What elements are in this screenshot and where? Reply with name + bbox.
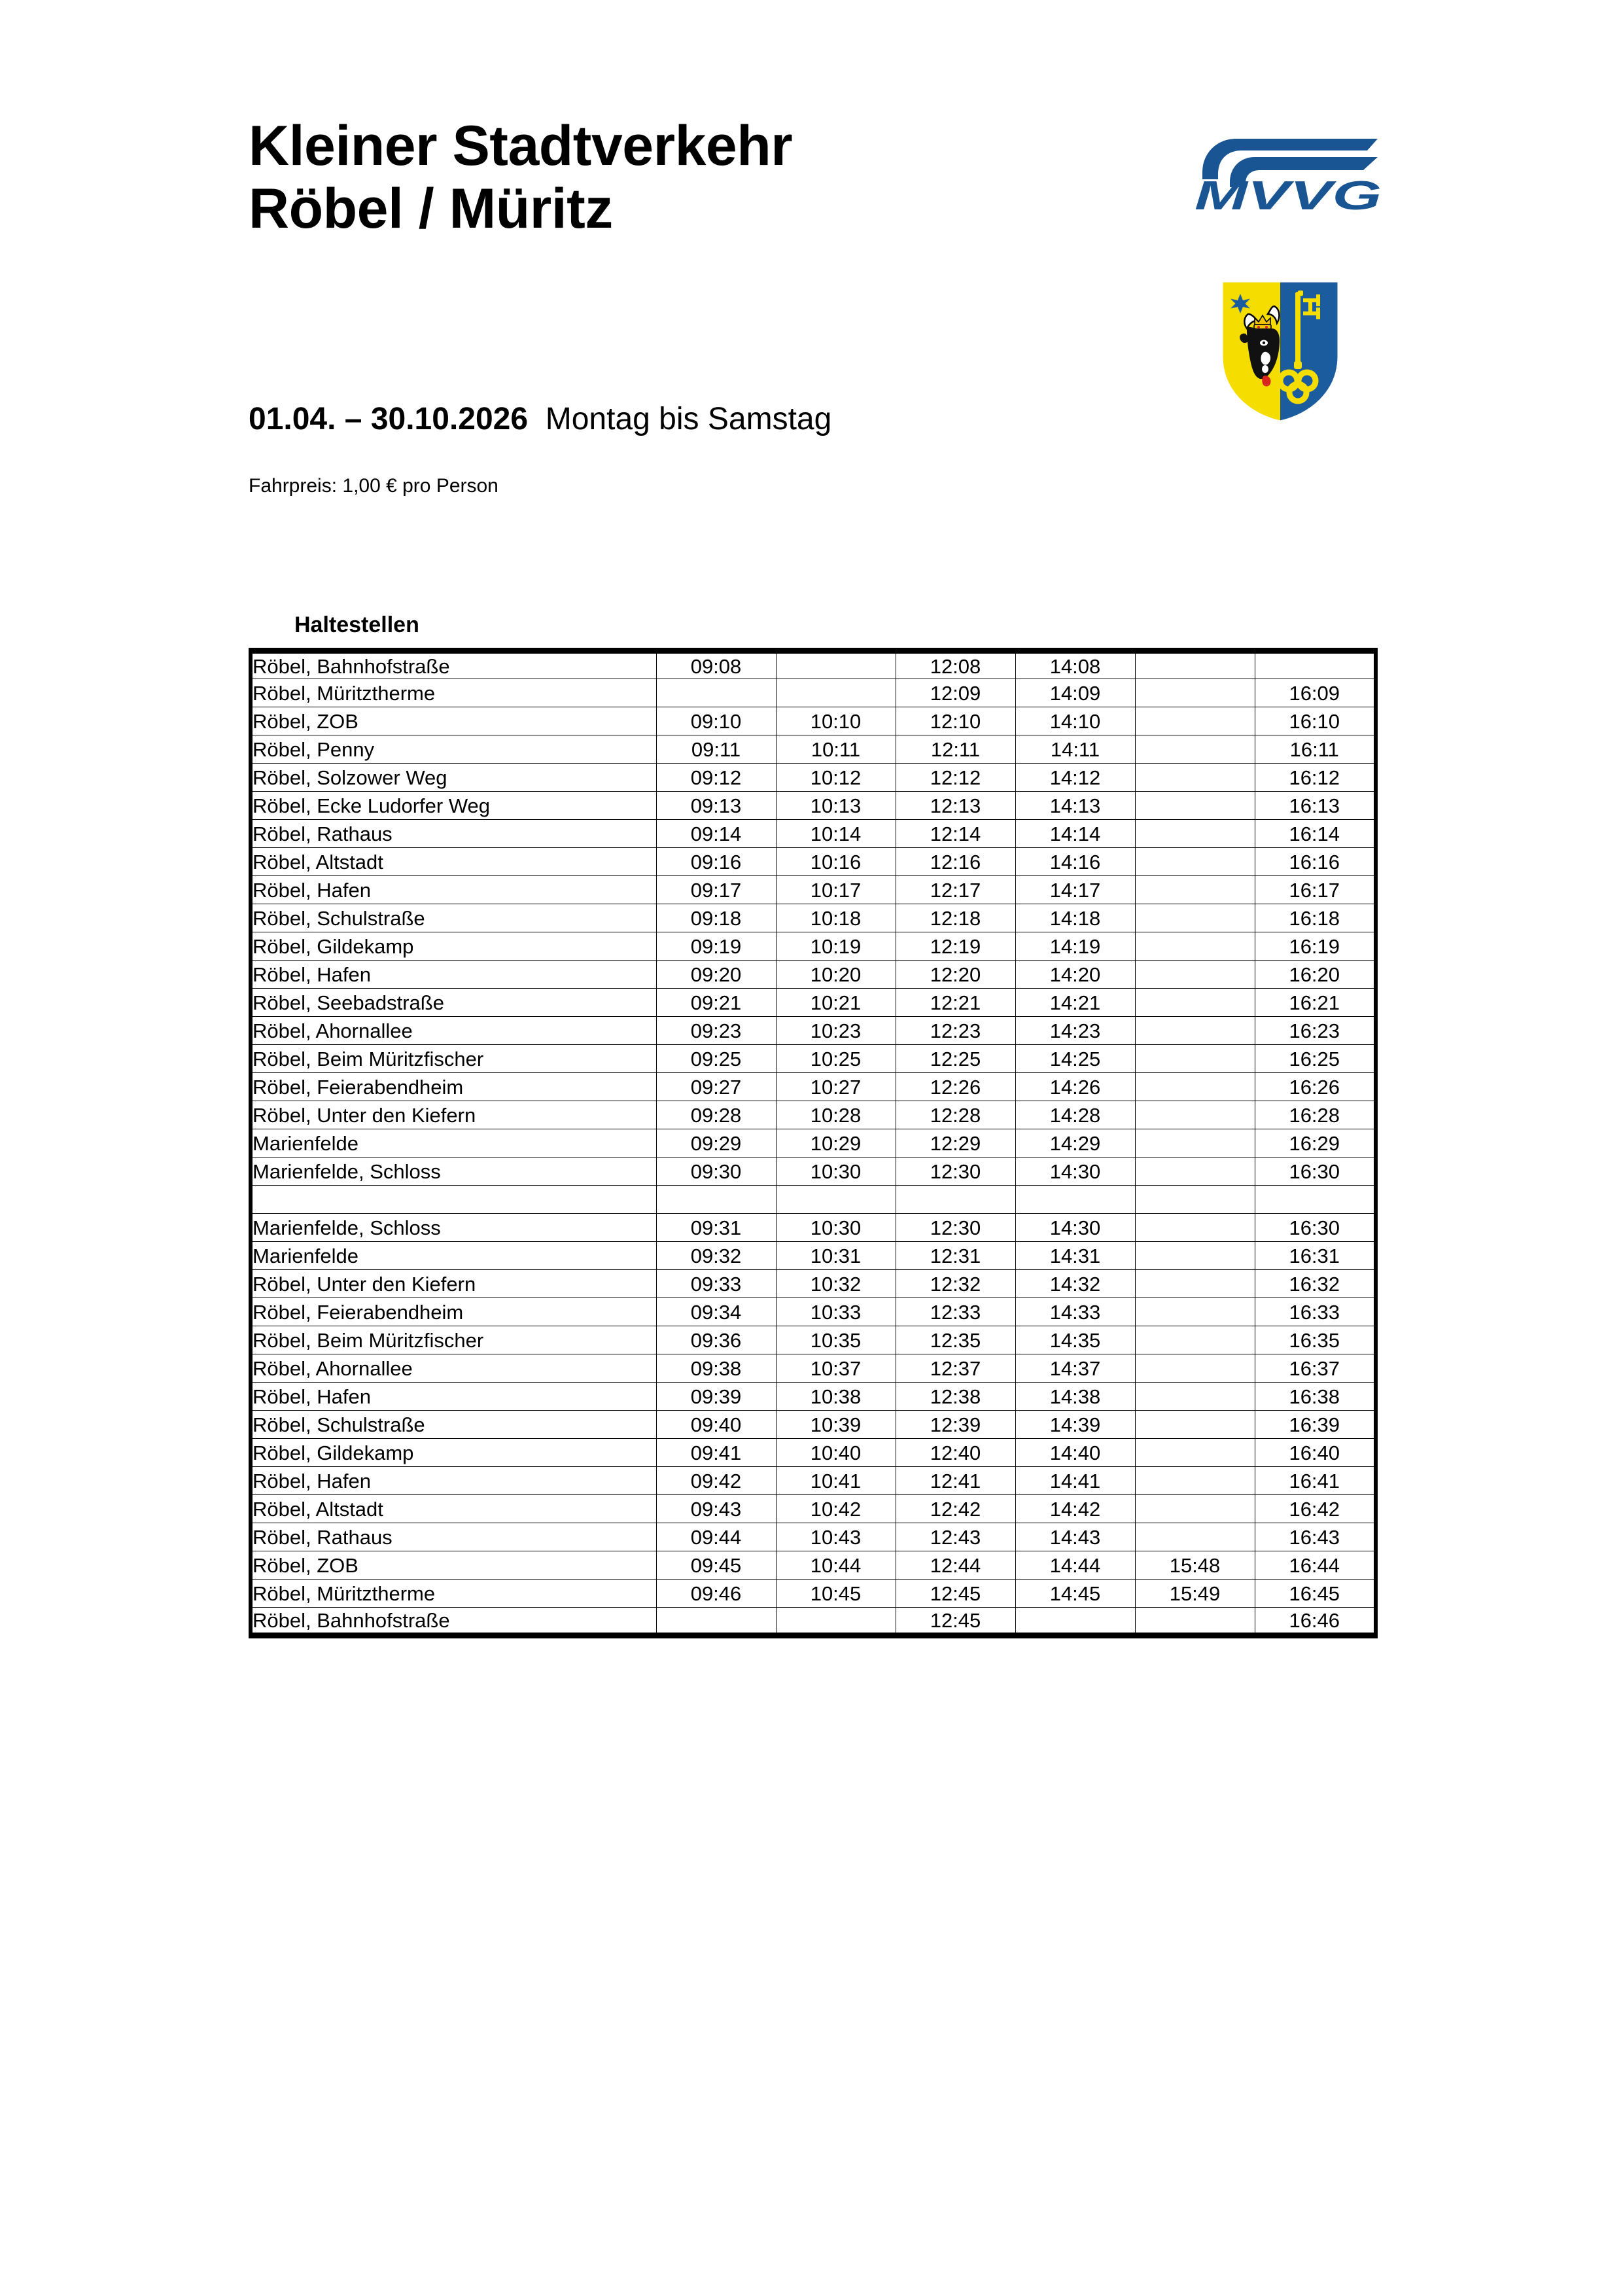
departure-time-cell: 14:16 [1015, 848, 1135, 876]
departure-time-cell [1135, 932, 1255, 961]
table-row [251, 848, 1376, 876]
departure-time-cell: 09:36 [656, 1326, 776, 1354]
stop-name-cell: Röbel, Solzower Weg [251, 764, 656, 792]
departure-time-cell: 16:29 [1255, 1129, 1376, 1157]
table-row [251, 707, 1376, 735]
table-row [251, 1129, 1376, 1157]
departure-time-cell: 16:45 [1255, 1580, 1376, 1608]
departure-time-cell: 14:37 [1015, 1354, 1135, 1383]
departure-time-cell: 14:10 [1015, 707, 1135, 735]
departure-time-cell: 10:29 [776, 1129, 896, 1157]
departure-time-cell: 12:13 [896, 792, 1015, 820]
departure-time-cell: 16:26 [1255, 1073, 1376, 1101]
svg-text:MVVG: MVVG [1195, 173, 1382, 213]
departure-time-cell [1135, 1214, 1255, 1242]
departure-time-cell [1135, 1101, 1255, 1129]
departure-time-cell: 14:33 [1015, 1298, 1135, 1326]
departure-time-cell: 09:38 [656, 1354, 776, 1383]
departure-time-cell [1135, 735, 1255, 764]
departure-time-cell: 10:32 [776, 1270, 896, 1298]
stop-name-cell: Röbel, Bahnhofstraße [251, 651, 656, 679]
departure-time-cell [1135, 1495, 1255, 1523]
departure-time-cell: 16:42 [1255, 1495, 1376, 1523]
departure-time-cell: 09:44 [656, 1523, 776, 1551]
departure-time-cell: 12:20 [896, 961, 1015, 989]
table-row [251, 989, 1376, 1017]
departure-time-cell [656, 1186, 776, 1214]
departure-time-cell: 14:08 [1015, 651, 1135, 679]
departure-time-cell: 10:31 [776, 1242, 896, 1270]
departure-time-cell: 16:12 [1255, 764, 1376, 792]
stop-name-cell: Marienfelde, Schloss [251, 1157, 656, 1186]
stop-name-cell: Röbel, Hafen [251, 1467, 656, 1495]
departure-time-cell [1135, 764, 1255, 792]
mvvg-logo [1189, 128, 1386, 213]
departure-time-cell: 12:18 [896, 904, 1015, 932]
table-row [251, 1242, 1376, 1270]
departure-time-cell: 12:08 [896, 651, 1015, 679]
stop-name-cell: Röbel, Altstadt [251, 848, 656, 876]
table-row [251, 1551, 1376, 1580]
departure-time-cell: 09:33 [656, 1270, 776, 1298]
stop-name-cell: Röbel, Rathaus [251, 820, 656, 848]
table-row [251, 961, 1376, 989]
stop-name-cell: Röbel, Ecke Ludorfer Weg [251, 792, 656, 820]
departure-time-cell: 14:30 [1015, 1157, 1135, 1186]
stop-name-cell: Röbel, Feierabendheim [251, 1298, 656, 1326]
timetable-container [249, 648, 1375, 1638]
departure-time-cell: 14:14 [1015, 820, 1135, 848]
departure-time-cell: 09:20 [656, 961, 776, 989]
departure-time-cell: 10:35 [776, 1326, 896, 1354]
departure-time-cell [1135, 848, 1255, 876]
departure-time-cell: 14:38 [1015, 1383, 1135, 1411]
departure-time-cell: 12:32 [896, 1270, 1015, 1298]
stop-name-cell: Röbel, Hafen [251, 1383, 656, 1411]
departure-time-cell: 09:18 [656, 904, 776, 932]
departure-time-cell [1135, 1242, 1255, 1270]
departure-time-cell [1135, 1270, 1255, 1298]
table-row [251, 651, 1376, 679]
departure-time-cell: 12:30 [896, 1157, 1015, 1186]
stop-name-cell: Marienfelde, Schloss [251, 1214, 656, 1242]
departure-time-cell [1135, 876, 1255, 904]
departure-time-cell [1135, 792, 1255, 820]
departure-time-cell: 12:42 [896, 1495, 1015, 1523]
departure-time-cell: 10:40 [776, 1439, 896, 1467]
departure-time-cell: 09:27 [656, 1073, 776, 1101]
departure-time-cell: 16:14 [1255, 820, 1376, 848]
departure-time-cell: 10:20 [776, 961, 896, 989]
departure-time-cell: 16:40 [1255, 1439, 1376, 1467]
fare-note: Fahrpreis: 1,00 € pro Person [249, 475, 498, 497]
departure-time-cell: 10:39 [776, 1411, 896, 1439]
departure-time-cell [1135, 1129, 1255, 1157]
departure-time-cell [1015, 1186, 1135, 1214]
departure-time-cell [1015, 1608, 1135, 1636]
departure-time-cell: 14:41 [1015, 1467, 1135, 1495]
departure-time-cell: 10:21 [776, 989, 896, 1017]
departure-time-cell: 16:17 [1255, 876, 1376, 904]
departure-time-cell: 09:10 [656, 707, 776, 735]
departure-time-cell: 10:25 [776, 1045, 896, 1073]
departure-time-cell: 15:49 [1135, 1580, 1255, 1608]
departure-time-cell: 10:45 [776, 1580, 896, 1608]
departure-time-cell: 09:17 [656, 876, 776, 904]
stop-name-cell: Röbel, Unter den Kiefern [251, 1101, 656, 1129]
departure-time-cell: 10:43 [776, 1523, 896, 1551]
table-row [251, 1383, 1376, 1411]
departure-time-cell: 12:21 [896, 989, 1015, 1017]
departure-time-cell: 09:41 [656, 1439, 776, 1467]
validity-dates: 01.04. – 30.10.2026 [249, 402, 529, 436]
departure-time-cell: 09:39 [656, 1383, 776, 1411]
departure-time-cell: 14:29 [1015, 1129, 1135, 1157]
stop-name-cell [251, 1186, 656, 1214]
table-row [251, 792, 1376, 820]
departure-time-cell [1135, 1608, 1255, 1636]
departure-time-cell: 14:30 [1015, 1214, 1135, 1242]
departure-time-cell: 12:16 [896, 848, 1015, 876]
table-row [251, 1101, 1376, 1129]
table-row [251, 1439, 1376, 1467]
departure-time-cell: 10:13 [776, 792, 896, 820]
departure-time-cell: 12:35 [896, 1326, 1015, 1354]
departure-time-cell: 14:32 [1015, 1270, 1135, 1298]
stop-name-cell: Röbel, Altstadt [251, 1495, 656, 1523]
table-row [251, 1495, 1376, 1523]
departure-time-cell: 14:23 [1015, 1017, 1135, 1045]
table-row [251, 764, 1376, 792]
table-row [251, 735, 1376, 764]
departure-time-cell: 10:18 [776, 904, 896, 932]
departure-time-cell: 09:43 [656, 1495, 776, 1523]
departure-time-cell: 09:28 [656, 1101, 776, 1129]
timetable-body [251, 651, 1376, 1636]
departure-time-cell [1135, 904, 1255, 932]
departure-time-cell: 12:12 [896, 764, 1015, 792]
departure-time-cell: 14:20 [1015, 961, 1135, 989]
departure-time-cell: 16:37 [1255, 1354, 1376, 1383]
departure-time-cell: 15:48 [1135, 1551, 1255, 1580]
departure-time-cell [1135, 1045, 1255, 1073]
table-row [251, 1467, 1376, 1495]
departure-time-cell: 12:45 [896, 1580, 1015, 1608]
departure-time-cell: 16:41 [1255, 1467, 1376, 1495]
table-row [251, 904, 1376, 932]
stop-name-cell: Röbel, Seebadstraße [251, 989, 656, 1017]
departure-time-cell [1135, 1186, 1255, 1214]
departure-time-cell: 14:13 [1015, 792, 1135, 820]
service-days: Montag bis Samstag [545, 402, 832, 436]
departure-time-cell: 16:46 [1255, 1608, 1376, 1636]
table-row [251, 1523, 1376, 1551]
departure-time-cell: 14:21 [1015, 989, 1135, 1017]
departure-time-cell: 10:27 [776, 1073, 896, 1101]
stop-name-cell: Röbel, Hafen [251, 961, 656, 989]
departure-time-cell: 16:18 [1255, 904, 1376, 932]
table-row [251, 1073, 1376, 1101]
departure-time-cell: 09:23 [656, 1017, 776, 1045]
departure-time-cell: 16:19 [1255, 932, 1376, 961]
departure-time-cell: 16:13 [1255, 792, 1376, 820]
table-row [251, 932, 1376, 961]
departure-time-cell: 09:42 [656, 1467, 776, 1495]
departure-time-cell: 12:19 [896, 932, 1015, 961]
departure-time-cell: 10:41 [776, 1467, 896, 1495]
departure-time-cell: 10:38 [776, 1383, 896, 1411]
departure-time-cell: 12:09 [896, 679, 1015, 707]
table-row [251, 679, 1376, 707]
departure-time-cell: 10:37 [776, 1354, 896, 1383]
departure-time-cell: 16:30 [1255, 1157, 1376, 1186]
departure-time-cell: 14:44 [1015, 1551, 1135, 1580]
page-title [249, 115, 1164, 241]
title-line-2: Röbel / Müritz [249, 177, 613, 241]
stop-name-cell: Röbel, Bahnhofstraße [251, 1608, 656, 1636]
departure-time-cell: 16:32 [1255, 1270, 1376, 1298]
stop-name-cell: Röbel, Feierabendheim [251, 1073, 656, 1101]
departure-time-cell: 10:30 [776, 1214, 896, 1242]
stop-name-cell: Röbel, ZOB [251, 1551, 656, 1580]
stop-name-cell: Röbel, Hafen [251, 876, 656, 904]
table-row [251, 1298, 1376, 1326]
departure-time-cell: 10:23 [776, 1017, 896, 1045]
departure-time-cell: 16:33 [1255, 1298, 1376, 1326]
stop-name-cell: Marienfelde [251, 1129, 656, 1157]
departure-time-cell: 12:30 [896, 1214, 1015, 1242]
stops-column-caption: Haltestellen [294, 612, 419, 637]
departure-time-cell [1135, 651, 1255, 679]
stop-name-cell: Röbel, Schulstraße [251, 904, 656, 932]
departure-time-cell: 14:35 [1015, 1326, 1135, 1354]
departure-time-cell: 14:28 [1015, 1101, 1135, 1129]
departure-time-cell [1135, 1298, 1255, 1326]
stop-name-cell: Röbel, Penny [251, 735, 656, 764]
departure-time-cell: 16:10 [1255, 707, 1376, 735]
departure-time-cell: 12:43 [896, 1523, 1015, 1551]
departure-time-cell: 10:12 [776, 764, 896, 792]
departure-time-cell: 12:25 [896, 1045, 1015, 1073]
departure-time-cell: 14:43 [1015, 1523, 1135, 1551]
timetable-spacer-row [251, 1186, 1376, 1214]
table-row [251, 1017, 1376, 1045]
departure-time-cell: 12:40 [896, 1439, 1015, 1467]
title-line-1: Kleiner Stadtverkehr [249, 115, 793, 177]
table-row [251, 1326, 1376, 1354]
departure-time-cell: 09:45 [656, 1551, 776, 1580]
stop-name-cell: Röbel, Gildekamp [251, 932, 656, 961]
stop-name-cell: Röbel, Beim Müritzfischer [251, 1326, 656, 1354]
departure-time-cell: 16:38 [1255, 1383, 1376, 1411]
departure-time-cell: 09:21 [656, 989, 776, 1017]
departure-time-cell [1135, 961, 1255, 989]
stop-name-cell: Röbel, ZOB [251, 707, 656, 735]
departure-time-cell: 12:45 [896, 1608, 1015, 1636]
coat-of-arms [1218, 277, 1342, 425]
departure-time-cell [1255, 651, 1376, 679]
departure-time-cell: 10:33 [776, 1298, 896, 1326]
departure-time-cell: 12:33 [896, 1298, 1015, 1326]
departure-time-cell: 12:38 [896, 1383, 1015, 1411]
departure-time-cell: 09:46 [656, 1580, 776, 1608]
departure-time-cell: 09:08 [656, 651, 776, 679]
departure-time-cell: 12:28 [896, 1101, 1015, 1129]
table-row [251, 1045, 1376, 1073]
departure-time-cell [1135, 707, 1255, 735]
departure-time-cell: 10:44 [776, 1551, 896, 1580]
departure-time-cell: 09:14 [656, 820, 776, 848]
departure-time-cell [1135, 1354, 1255, 1383]
departure-time-cell [1135, 820, 1255, 848]
departure-time-cell [1135, 1383, 1255, 1411]
departure-time-cell: 16:44 [1255, 1551, 1376, 1580]
departure-time-cell: 16:23 [1255, 1017, 1376, 1045]
stop-name-cell: Röbel, Rathaus [251, 1523, 656, 1551]
departure-time-cell: 14:45 [1015, 1580, 1135, 1608]
departure-time-cell: 09:13 [656, 792, 776, 820]
departure-time-cell: 14:17 [1015, 876, 1135, 904]
departure-time-cell [1135, 679, 1255, 707]
departure-time-cell: 09:30 [656, 1157, 776, 1186]
departure-time-cell: 09:25 [656, 1045, 776, 1073]
departure-time-cell: 12:23 [896, 1017, 1015, 1045]
departure-time-cell: 12:26 [896, 1073, 1015, 1101]
stop-name-cell: Röbel, Müritztherme [251, 679, 656, 707]
departure-time-cell: 10:30 [776, 1157, 896, 1186]
departure-time-cell: 10:19 [776, 932, 896, 961]
departure-time-cell: 14:12 [1015, 764, 1135, 792]
departure-time-cell: 12:39 [896, 1411, 1015, 1439]
departure-time-cell: 12:44 [896, 1551, 1015, 1580]
departure-time-cell: 09:31 [656, 1214, 776, 1242]
departure-time-cell: 16:25 [1255, 1045, 1376, 1073]
departure-time-cell: 16:20 [1255, 961, 1376, 989]
departure-time-cell: 09:32 [656, 1242, 776, 1270]
stop-name-cell: Röbel, Ahornallee [251, 1354, 656, 1383]
table-row [251, 1411, 1376, 1439]
departure-time-cell [1135, 989, 1255, 1017]
stop-name-cell: Marienfelde [251, 1242, 656, 1270]
departure-time-cell: 14:42 [1015, 1495, 1135, 1523]
departure-time-cell: 14:25 [1015, 1045, 1135, 1073]
departure-time-cell: 14:40 [1015, 1439, 1135, 1467]
departure-time-cell: 10:17 [776, 876, 896, 904]
departure-time-cell: 09:19 [656, 932, 776, 961]
departure-time-cell [1135, 1439, 1255, 1467]
departure-time-cell: 09:29 [656, 1129, 776, 1157]
stop-name-cell: Röbel, Gildekamp [251, 1439, 656, 1467]
departure-time-cell: 09:16 [656, 848, 776, 876]
departure-time-cell [776, 1186, 896, 1214]
departure-time-cell: 12:10 [896, 707, 1015, 735]
departure-time-cell: 16:39 [1255, 1411, 1376, 1439]
departure-time-cell: 16:21 [1255, 989, 1376, 1017]
departure-time-cell: 14:26 [1015, 1073, 1135, 1101]
table-row [251, 1608, 1376, 1636]
departure-time-cell: 16:30 [1255, 1214, 1376, 1242]
table-row [251, 1157, 1376, 1186]
departure-time-cell: 16:16 [1255, 848, 1376, 876]
departure-time-cell: 12:29 [896, 1129, 1015, 1157]
departure-time-cell [776, 679, 896, 707]
departure-time-cell [896, 1186, 1015, 1214]
validity-line [249, 400, 831, 438]
departure-time-cell: 16:31 [1255, 1242, 1376, 1270]
departure-time-cell: 10:28 [776, 1101, 896, 1129]
departure-time-cell: 14:31 [1015, 1242, 1135, 1270]
departure-time-cell: 16:09 [1255, 679, 1376, 707]
departure-time-cell: 16:43 [1255, 1523, 1376, 1551]
departure-time-cell [1135, 1467, 1255, 1495]
departure-time-cell [776, 651, 896, 679]
departure-time-cell [1255, 1186, 1376, 1214]
departure-time-cell [656, 679, 776, 707]
departure-time-cell [1135, 1073, 1255, 1101]
stop-name-cell: Röbel, Schulstraße [251, 1411, 656, 1439]
stop-name-cell: Röbel, Ahornallee [251, 1017, 656, 1045]
departure-time-cell [1135, 1411, 1255, 1439]
table-row [251, 1354, 1376, 1383]
departure-time-cell: 16:11 [1255, 735, 1376, 764]
departure-time-cell: 14:39 [1015, 1411, 1135, 1439]
departure-time-cell: 14:09 [1015, 679, 1135, 707]
departure-time-cell [776, 1608, 896, 1636]
departure-time-cell: 09:12 [656, 764, 776, 792]
stop-name-cell: Röbel, Unter den Kiefern [251, 1270, 656, 1298]
departure-time-cell [1135, 1326, 1255, 1354]
departure-time-cell: 12:11 [896, 735, 1015, 764]
timetable [249, 648, 1378, 1638]
departure-time-cell: 10:14 [776, 820, 896, 848]
departure-time-cell [1135, 1523, 1255, 1551]
departure-time-cell: 14:18 [1015, 904, 1135, 932]
departure-time-cell: 10:10 [776, 707, 896, 735]
table-row [251, 876, 1376, 904]
departure-time-cell: 12:41 [896, 1467, 1015, 1495]
departure-time-cell: 12:37 [896, 1354, 1015, 1383]
departure-time-cell [1135, 1157, 1255, 1186]
table-row [251, 820, 1376, 848]
departure-time-cell: 12:31 [896, 1242, 1015, 1270]
departure-time-cell: 14:11 [1015, 735, 1135, 764]
departure-time-cell: 16:35 [1255, 1326, 1376, 1354]
departure-time-cell: 16:28 [1255, 1101, 1376, 1129]
departure-time-cell: 09:34 [656, 1298, 776, 1326]
stop-name-cell: Röbel, Müritztherme [251, 1580, 656, 1608]
departure-time-cell [656, 1608, 776, 1636]
departure-time-cell [1135, 1017, 1255, 1045]
departure-time-cell: 12:14 [896, 820, 1015, 848]
table-row [251, 1580, 1376, 1608]
departure-time-cell: 10:42 [776, 1495, 896, 1523]
departure-time-cell: 14:19 [1015, 932, 1135, 961]
departure-time-cell: 09:40 [656, 1411, 776, 1439]
departure-time-cell: 10:11 [776, 735, 896, 764]
departure-time-cell: 10:16 [776, 848, 896, 876]
table-row [251, 1270, 1376, 1298]
stop-name-cell: Röbel, Beim Müritzfischer [251, 1045, 656, 1073]
departure-time-cell: 12:17 [896, 876, 1015, 904]
departure-time-cell: 09:11 [656, 735, 776, 764]
table-row [251, 1214, 1376, 1242]
